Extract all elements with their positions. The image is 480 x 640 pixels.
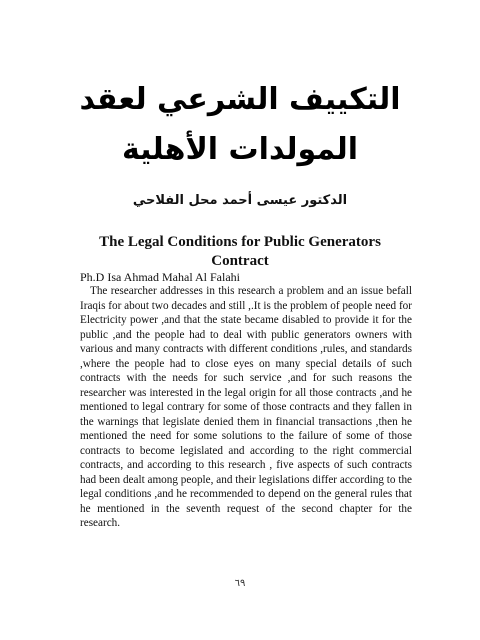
arabic-title-line-1: التكييف الشرعي لعقد bbox=[79, 82, 401, 117]
english-title: The Legal Conditions for Public Generators Contract bbox=[99, 234, 381, 269]
abstract-paragraph: The researcher addresses in this research a problem and an issue befall Iraqis for about two decades and still ,.It is the problem of people need for Electricity power ,and that the state became disabled to provide it for the public ,and the people had to deal with public generators owners with various and many contracts with different conditions ,rules, and standards ,where the people had to close eyes on many special details of such contracts with the needs for such service ,and for such reasons the researcher was interested in the legal origin for all those contracts ,and he mentioned to legal contrary for some of those contracts and they fallen in the warnings that legislate denied them in financial transactions ,then he mentioned the need for some solutions to the failure of some of those contracts to become legislated and according to the right commercial contracts, and according to this research , five aspects of such contracts had been dealt among people, and their legislations differ according to the legal conditions ,and he recommended to depend on the general rules that he mentioned in the seventh request of the second chapter for the research. bbox=[80, 285, 412, 529]
arabic-author: الدكتور عيسى أحمد محل الفلاحي bbox=[132, 193, 348, 208]
english-author: Ph.D Isa Ahmad Mahal Al Falahi bbox=[80, 270, 240, 284]
page-number: ٦٩ bbox=[234, 578, 246, 589]
arabic-title-line-2: المولدات الأهلية bbox=[121, 132, 359, 167]
